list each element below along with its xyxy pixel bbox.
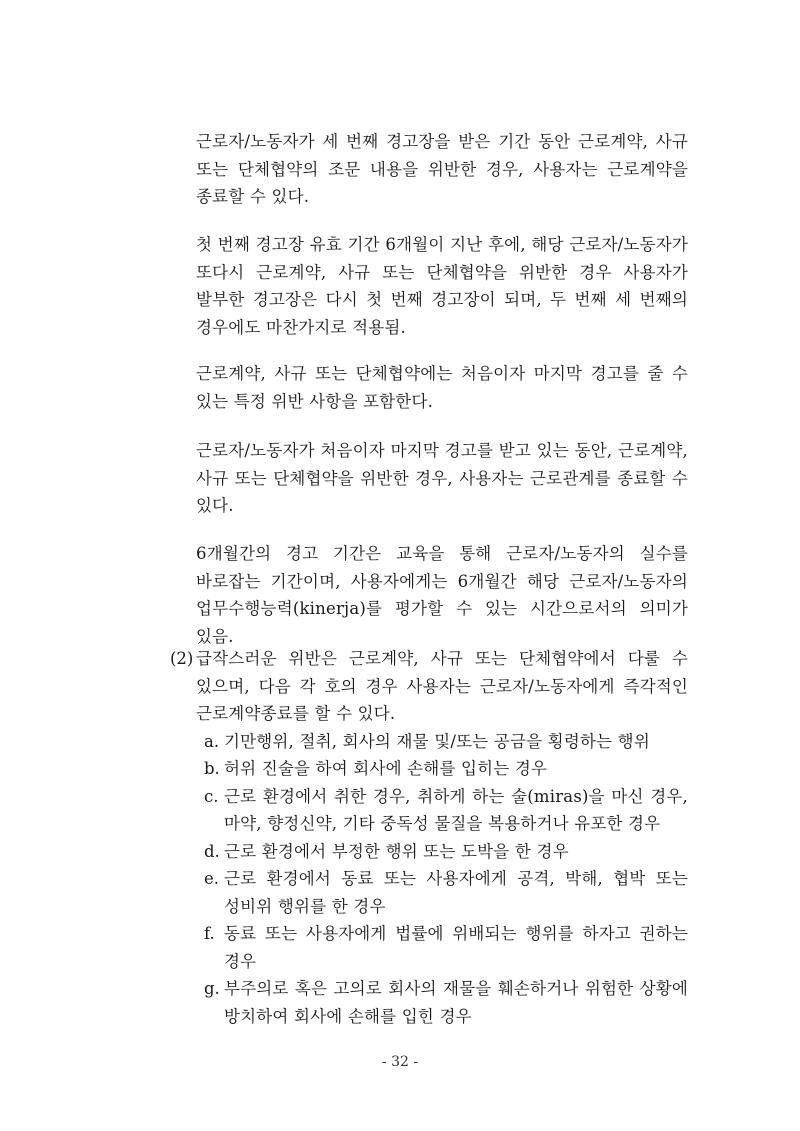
page-number: - 32 - [381,1054,419,1070]
item-text: 근로 환경에서 부정한 행위 또는 도박을 한 경우 [224,841,569,861]
section-number: (2) [170,649,194,668]
item-text: 근로 환경에서 취한 경우, 취하게 하는 술(miras)을 마신 경우, 마약, 향정신약, 기타 중독성 물질을 복용하거나 유포한 경우 [224,786,688,833]
item-text: 근로 환경에서 동료 또는 사용자에게 공격, 박해, 협박 또는 성비위 행위를 한 경우 [224,869,688,916]
item-text: 허위 진술을 하여 회사에 손해를 입히는 경우 [224,759,548,778]
section-2 [170,645,688,1030]
list-item [204,728,688,756]
item-text: 동료 또는 사용자에게 법률에 위배되는 행위를 하자고 권하는 경우 [224,924,688,971]
list-item [204,920,688,975]
item-letter: f. [204,924,215,943]
section-text: 급작스러운 위반은 근로계약, 사규 또는 단체협약에서 다룰 수 있으며, 다음 각 호의 경우 사용자는 근로자/노동자에게 즉각적인 근로계약종료를 할 수 있다. [196,649,688,723]
item-letter: e. [204,869,220,888]
list-item [204,865,688,920]
item-letter: c. [204,786,219,806]
item-text: 기만행위, 절취, 회사의 재물 및/또는 공금을 횡령하는 행위 [224,731,650,751]
paragraph-final-warning-scope: 근로계약, 사규 또는 단체협약에는 처음이자 마지막 경고를 줄 수 있는 특정 위반 사항을 포함한다. [196,364,688,411]
list-item [204,838,688,866]
paragraph-warning-period: 6개월간의 경고 기간은 교육을 통해 근로자/노동자의 실수를 바로잡는 기간이며, 사용자에게는 6개월간 해당 근로자/노동자의 업무수행능력(kinerja)를 평가할 수 있는 시간으로서의 의미가 있음. [196,544,688,646]
paragraph-warning-reset: 첫 번째 경고장 유효 기간 6개월이 지난 후에, 해당 근로자/노동자가 또다시 근로계약, 사규 또는 단체협약을 위반한 경우 사용자가 발부한 경고장은 다시 첫 번째 경고장이 되며, 두 번째 세 번째의 경우에도 마찬가지로 적용됨. [196,235,688,337]
list-item [204,755,688,783]
item-letter: a. [204,731,220,751]
list-item [204,975,688,1030]
paragraph-third-warning: 근로자/노동자가 세 번째 경고장을 받은 기간 동안 근로계약, 사규 또는 단체협약의 조문 내용을 위반한 경우, 사용자는 근로계약을 종료할 수 있다. [196,132,688,206]
list-item [204,783,688,838]
item-letter: b. [204,759,220,778]
paragraph-final-warning-termination: 근로자/노동자가 처음이자 마지막 경고를 받고 있는 동안, 근로계약, 사규 또는 단체협약을 위반한 경우, 사용자는 근로관계를 종료할 수 있다. [196,441,688,515]
item-letter: g. [204,979,220,998]
item-text: 부주의로 혹은 고의로 회사의 재물을 훼손하거나 위험한 상황에 방치하여 회사에 손해를 입힌 경우 [224,979,688,1026]
item-letter: d. [204,841,220,861]
section-2-heading [170,645,688,728]
violation-list [204,728,688,1031]
